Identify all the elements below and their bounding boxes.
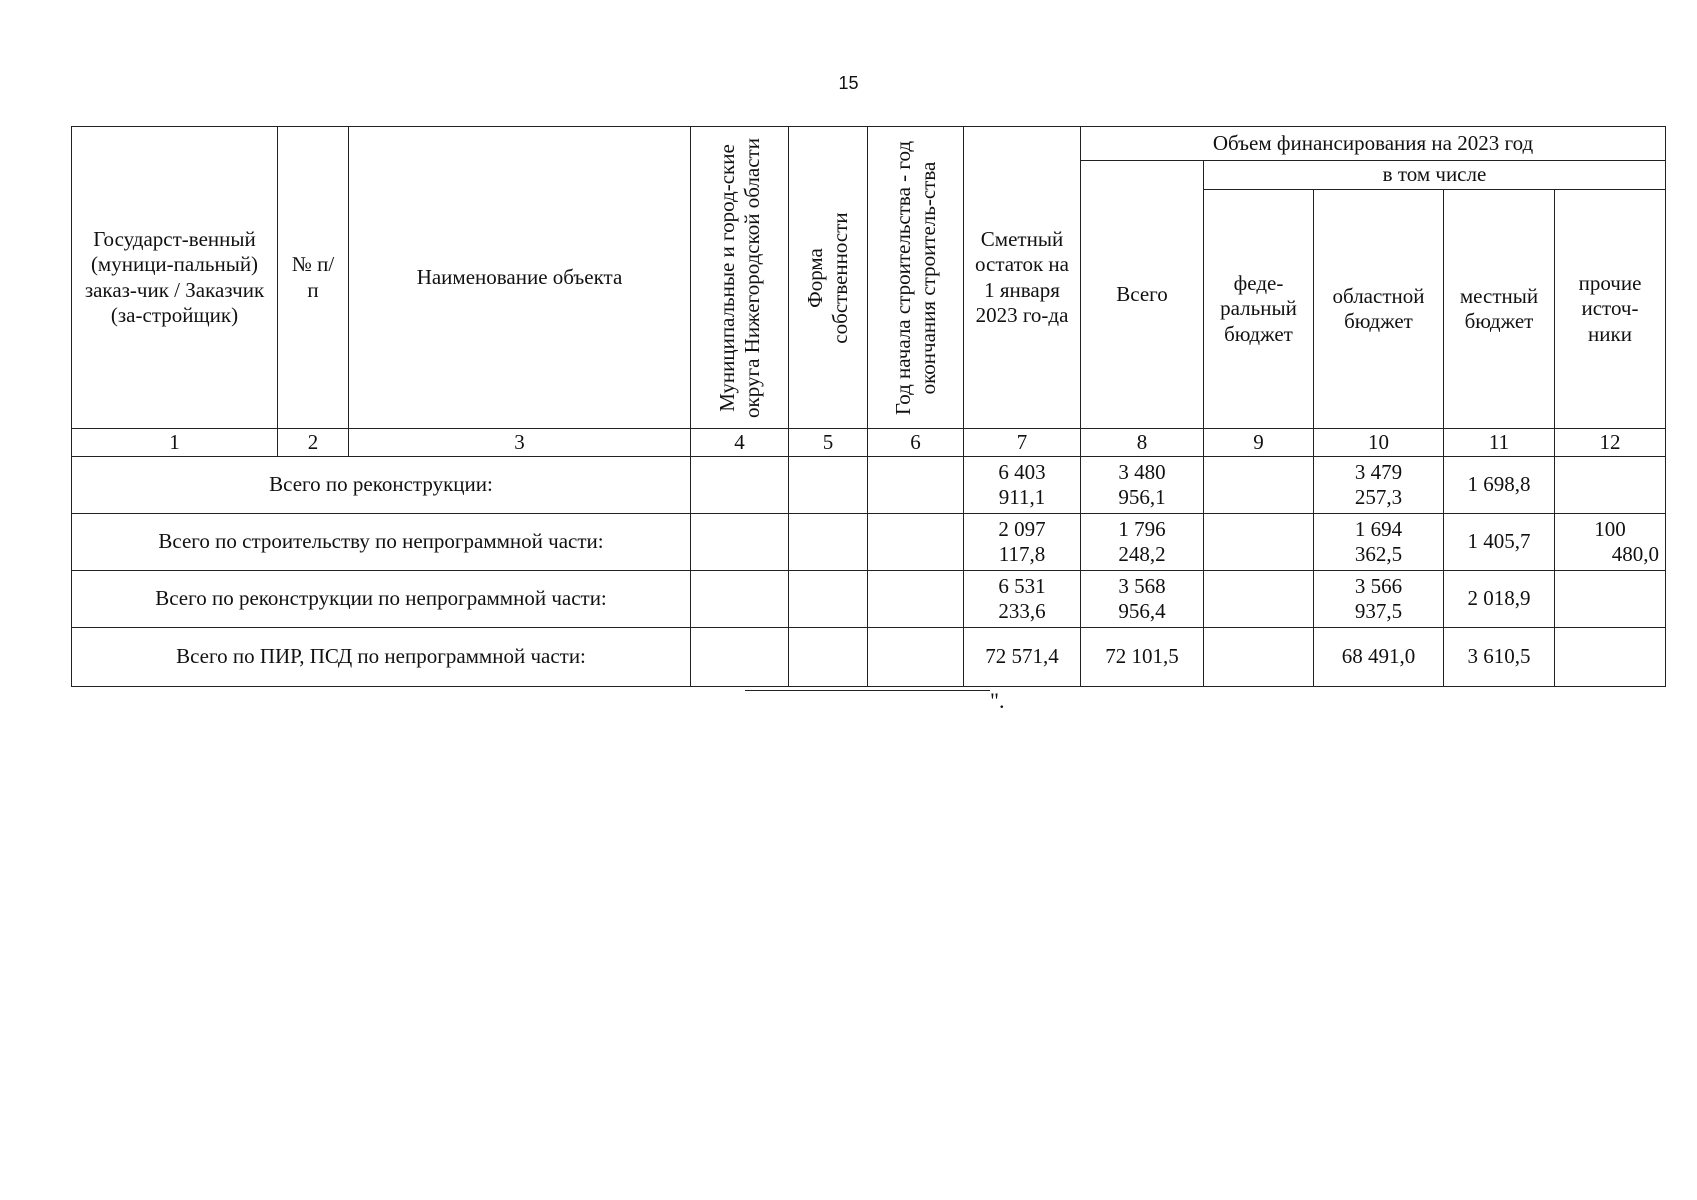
header-number: № п/п: [278, 127, 349, 429]
cell-regional: [1314, 514, 1444, 571]
cell-municipality: [691, 571, 789, 628]
table-row: [72, 628, 1666, 687]
header-customer: Государст-венный (муници-пальный) заказ-чик / Заказчик (за-стройщик): [72, 127, 278, 429]
column-number: 9: [1204, 429, 1314, 457]
cell-local: 3 610,5: [1444, 628, 1555, 687]
cell-estimated-balance: [964, 571, 1081, 628]
cell-federal: [1204, 457, 1314, 514]
value-line: 233,6: [998, 599, 1046, 623]
value-line: 1 694: [1354, 516, 1403, 541]
header-local: местный бюджет: [1444, 190, 1555, 429]
financing-table: [71, 126, 1666, 687]
cell-regional: 68 491,0: [1314, 628, 1444, 687]
header-including: в том числе: [1204, 161, 1666, 190]
cell-local: 1 698,8: [1444, 457, 1555, 514]
table-row: [72, 571, 1666, 628]
value-line: 3 480: [1118, 459, 1166, 484]
cell-estimated-balance: [964, 514, 1081, 571]
value-line: 911,1: [998, 485, 1046, 509]
cell-ownership: [789, 628, 868, 687]
column-number: 1: [72, 429, 278, 457]
value-line: 117,8: [998, 542, 1046, 566]
column-number: 7: [964, 429, 1081, 457]
cell-total: [1081, 571, 1204, 628]
cell-other: [1555, 514, 1666, 571]
cell-estimated-balance: 72 571,4: [964, 628, 1081, 687]
value-line: 257,3: [1354, 485, 1403, 509]
header-ownership-text: Форма собственности: [802, 211, 852, 344]
cell-federal: [1204, 571, 1314, 628]
cell-estimated-balance: [964, 457, 1081, 514]
column-number: 11: [1444, 429, 1555, 457]
value-line: 956,1: [1118, 485, 1166, 509]
table-row: [72, 457, 1666, 514]
cell-regional: [1314, 571, 1444, 628]
cell-ownership: [789, 457, 868, 514]
column-number: 2: [278, 429, 349, 457]
value-line: 3 479: [1354, 459, 1403, 484]
header-other: прочие источ-ники: [1555, 190, 1666, 429]
column-numbers-row: [72, 429, 1666, 457]
header-years-text: Год начала строительства - год окончания строитель-ства: [890, 140, 940, 415]
value-line: 3 568: [1118, 573, 1166, 598]
cell-federal: [1204, 514, 1314, 571]
cell-years: [868, 457, 964, 514]
value-line: 6 531: [998, 573, 1046, 598]
cell-local: 2 018,9: [1444, 571, 1555, 628]
value-line: 1 796: [1118, 516, 1166, 541]
header-total: Всего: [1081, 161, 1204, 429]
row-label: Всего по ПИР, ПСД по непрограммной части:: [72, 628, 691, 687]
value-line: 956,4: [1118, 599, 1166, 623]
value-line: 937,5: [1354, 599, 1403, 623]
cell-other: [1555, 571, 1666, 628]
cell-other: [1555, 457, 1666, 514]
closing-quote-mark: ".: [990, 688, 1005, 713]
cell-municipality: [691, 628, 789, 687]
column-number: 3: [349, 429, 691, 457]
cell-other: [1555, 628, 1666, 687]
cell-years: [868, 628, 964, 687]
value-line: 6 403: [998, 459, 1046, 484]
header-federal: феде-ральный бюджет: [1204, 190, 1314, 429]
value-line: 3 566: [1354, 573, 1403, 598]
header-years: [868, 127, 964, 429]
column-number: 6: [868, 429, 964, 457]
row-label: Всего по строительству по непрограммной части:: [72, 514, 691, 571]
value-line: 248,2: [1118, 542, 1166, 566]
cell-municipality: [691, 514, 789, 571]
header-municipalities-text: Муниципальные и город-ские округа Нижегородской области: [714, 137, 764, 418]
cell-federal: [1204, 628, 1314, 687]
column-number: 8: [1081, 429, 1204, 457]
cell-regional: [1314, 457, 1444, 514]
page-number: 15: [838, 73, 859, 93]
header-estimated-balance: Сметный остаток на 1 января 2023 го-да: [964, 127, 1081, 429]
value-line: 480,0: [1611, 542, 1659, 566]
table-row: [72, 514, 1666, 571]
row-label: Всего по реконструкции по непрограммной части:: [72, 571, 691, 628]
cell-total: [1081, 457, 1204, 514]
column-number: 10: [1314, 429, 1444, 457]
header-funding-group: Объем финансирования на 2023 год: [1081, 127, 1666, 161]
header-regional: областной бюджет: [1314, 190, 1444, 429]
cell-municipality: [691, 457, 789, 514]
cell-ownership: [789, 571, 868, 628]
value-line: 100: [1594, 516, 1626, 541]
header-municipalities: [691, 127, 789, 429]
cell-local: 1 405,7: [1444, 514, 1555, 571]
header-object-name: Наименование объекта: [349, 127, 691, 429]
cell-total: [1081, 514, 1204, 571]
column-number: 4: [691, 429, 789, 457]
header-ownership: [789, 127, 868, 429]
row-label: Всего по реконструкции:: [72, 457, 691, 514]
column-number: 5: [789, 429, 868, 457]
cell-ownership: [789, 514, 868, 571]
value-line: 2 097: [998, 516, 1046, 541]
column-number: 12: [1555, 429, 1666, 457]
value-line: 362,5: [1354, 542, 1403, 566]
cell-total: 72 101,5: [1081, 628, 1204, 687]
closing-underline: [745, 690, 990, 691]
cell-years: [868, 514, 964, 571]
cell-years: [868, 571, 964, 628]
